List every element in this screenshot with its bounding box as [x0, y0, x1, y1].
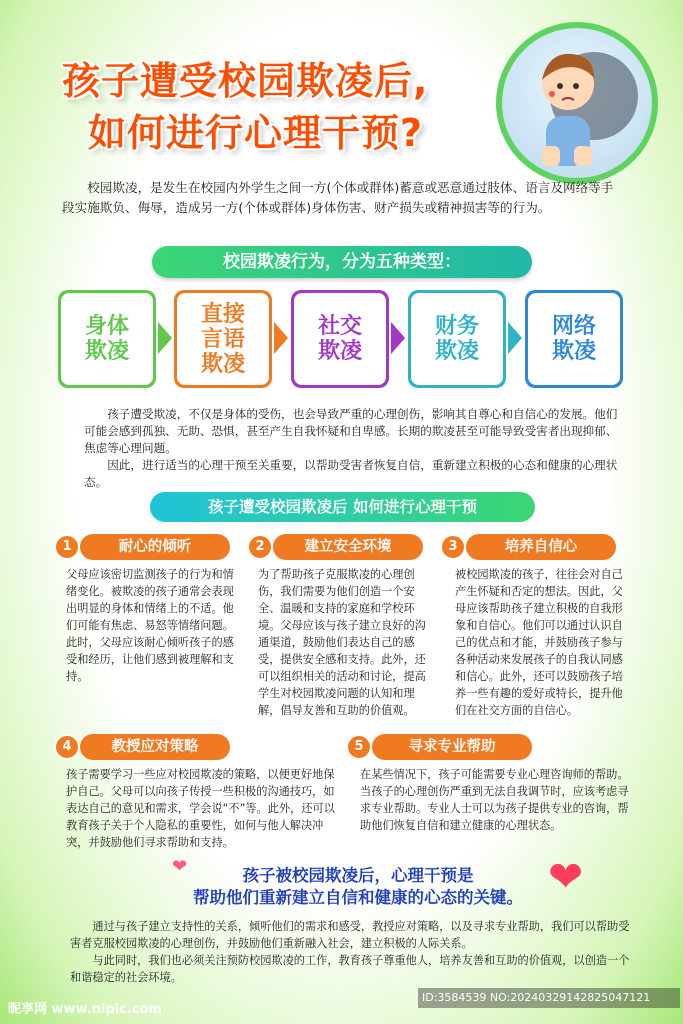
type-box-social	[291, 290, 389, 388]
arrow-icon	[508, 322, 522, 354]
conclusion-line2: 帮助他们重新建立自信和健康的心态的关键。	[193, 888, 523, 907]
step-number: 5	[346, 734, 372, 760]
heart-icon: ❤	[172, 856, 188, 877]
step-number: 2	[247, 534, 273, 560]
section-heading: 孩子遭受校园欺凌后 如何进行心理干预	[150, 492, 535, 522]
conclusion-line1: 孩子被校园欺凌后，心理干预是	[242, 866, 474, 885]
step-number: 4	[54, 734, 80, 760]
step-number: 3	[440, 534, 466, 560]
step-body: 在某些情况下，孩子可能需要专业心理咨询师的帮助。当孩子的心理创伤严重到无法自我调节时，应该考虑寻求专业帮助。专业人士可以为孩子提供专业的咨询，帮助他们恢复自信和建立健康的心理状态。	[360, 768, 629, 832]
sad-child-illustration	[496, 22, 658, 184]
type-box-online	[525, 290, 623, 388]
watermark-right: ID:3584539 NO:20240329142825047121	[418, 988, 680, 1008]
arrow-icon	[274, 322, 288, 354]
type-label: 财务欺凌	[434, 314, 479, 364]
type-label: 社交欺凌	[317, 314, 362, 364]
page-title-line2: 如何进行心理干预?	[88, 111, 424, 155]
type-box-physical	[58, 290, 156, 388]
arrow-icon	[158, 322, 172, 354]
intro-text: 校园欺凌，是发生在校园内外学生之间一方(个体或群体)蓄意或恶意通过肢体、语言及网络等手段实施欺负、侮辱，造成另一方(个体或群体)身体伤害、财产损失或精神损害等的行为。	[62, 180, 614, 215]
step-body: 被校园欺凌的孩子，往往会对自己产生怀疑和否定的想法。因此，父母应该帮助孩子建立积极的自我形象和自信心。他们可以通过认识自己的优点和才能，并鼓励孩子参与各种活动来发展孩子的自我认同感和信心。此外，还可以鼓励孩子培养一些有趣的爱好或特长，提升他们在社交方面的自信心。	[455, 568, 623, 717]
type-box-financial	[408, 290, 506, 388]
step-number: 1	[54, 534, 80, 560]
step-body: 父母应该密切监测孩子的行为和情绪变化。被欺凌的孩子通常会表现出明显的身体和情绪上的不适。他们可能有焦虑、易怒等情绪问题。此时，父母应该耐心倾听孩子的感受和经历，让他们感到被理解和支持。	[66, 568, 234, 683]
type-label: 网络欺凌	[551, 314, 596, 364]
step-title: 培养自信心	[466, 534, 616, 560]
type-label: 直接言语欺凌	[200, 301, 245, 377]
footer-paragraph1: 通过与孩子建立支持性的关系，倾听他们的需求和感受，教授应对策略，以及寻求专业帮助，我们可以帮助受害者克服校园欺凌的心理创伤，并鼓励他们重新融入社会，建立积极的人际关系。	[70, 920, 630, 950]
arrow-icon	[391, 322, 405, 354]
type-box-verbal	[174, 290, 272, 388]
watermark-left: 昵享网 www.nipic.com	[8, 1002, 162, 1017]
heart-icon: ❤	[548, 852, 584, 901]
step-title: 耐心的倾听	[80, 534, 230, 560]
page-title-line1: 孩子遭受校园欺凌后,	[62, 59, 429, 103]
footer-paragraph2: 与此同时，我们也必须关注预防校园欺凌的工作，教育孩子尊重他人，培养友善和互助的价值观，以创造一个和谐稳定的社会环境。	[70, 954, 630, 984]
type-label: 身体欺凌	[84, 314, 129, 364]
step-title: 建立安全环境	[273, 534, 423, 560]
step-body: 为了帮助孩子克服欺凌的心理创伤，我们需要为他们创造一个安全、温暖和支持的家庭和学校环境。父母应该与孩子建立良好的沟通渠道，鼓励他们表达自己的感受，提供安全感和支持。此外，还可以组织相关的活动和讨论，提高学生对校园欺凌问题的认知和理解，倡导友善和互助的价值观。	[258, 568, 426, 717]
importance-paragraph: 因此，进行适当的心理干预至关重要，以帮助受害者恢复自信，重新建立积极的心态和健康的心理状态。	[84, 458, 618, 489]
step-title: 教授应对策略	[80, 734, 230, 760]
types-heading: 校园欺凌行为，分为五种类型：	[152, 246, 532, 278]
step-body: 孩子需要学习一些应对校园欺凌的策略，以便更好地保护自己。父母可以向孩子传授一些积极的沟通技巧，如表达自己的意见和需求，学会说“不”等。此外，还可以教育孩子关于个人隐私的重要性，如何与他人解决冲突，并鼓励他们寻求帮助和支持。	[66, 768, 335, 849]
impact-paragraph: 孩子遭受欺凌，不仅是身体的受伤，也会导致严重的心理创伤，影响其自尊心和自信心的发展。他们可能会感到孤独、无助、恐惧，甚至产生自我怀疑和自卑感。长期的欺凌甚至可能导致受害者出现抑郁、焦虑等心理问题。	[84, 407, 618, 455]
step-title: 寻求专业帮助	[372, 734, 532, 760]
